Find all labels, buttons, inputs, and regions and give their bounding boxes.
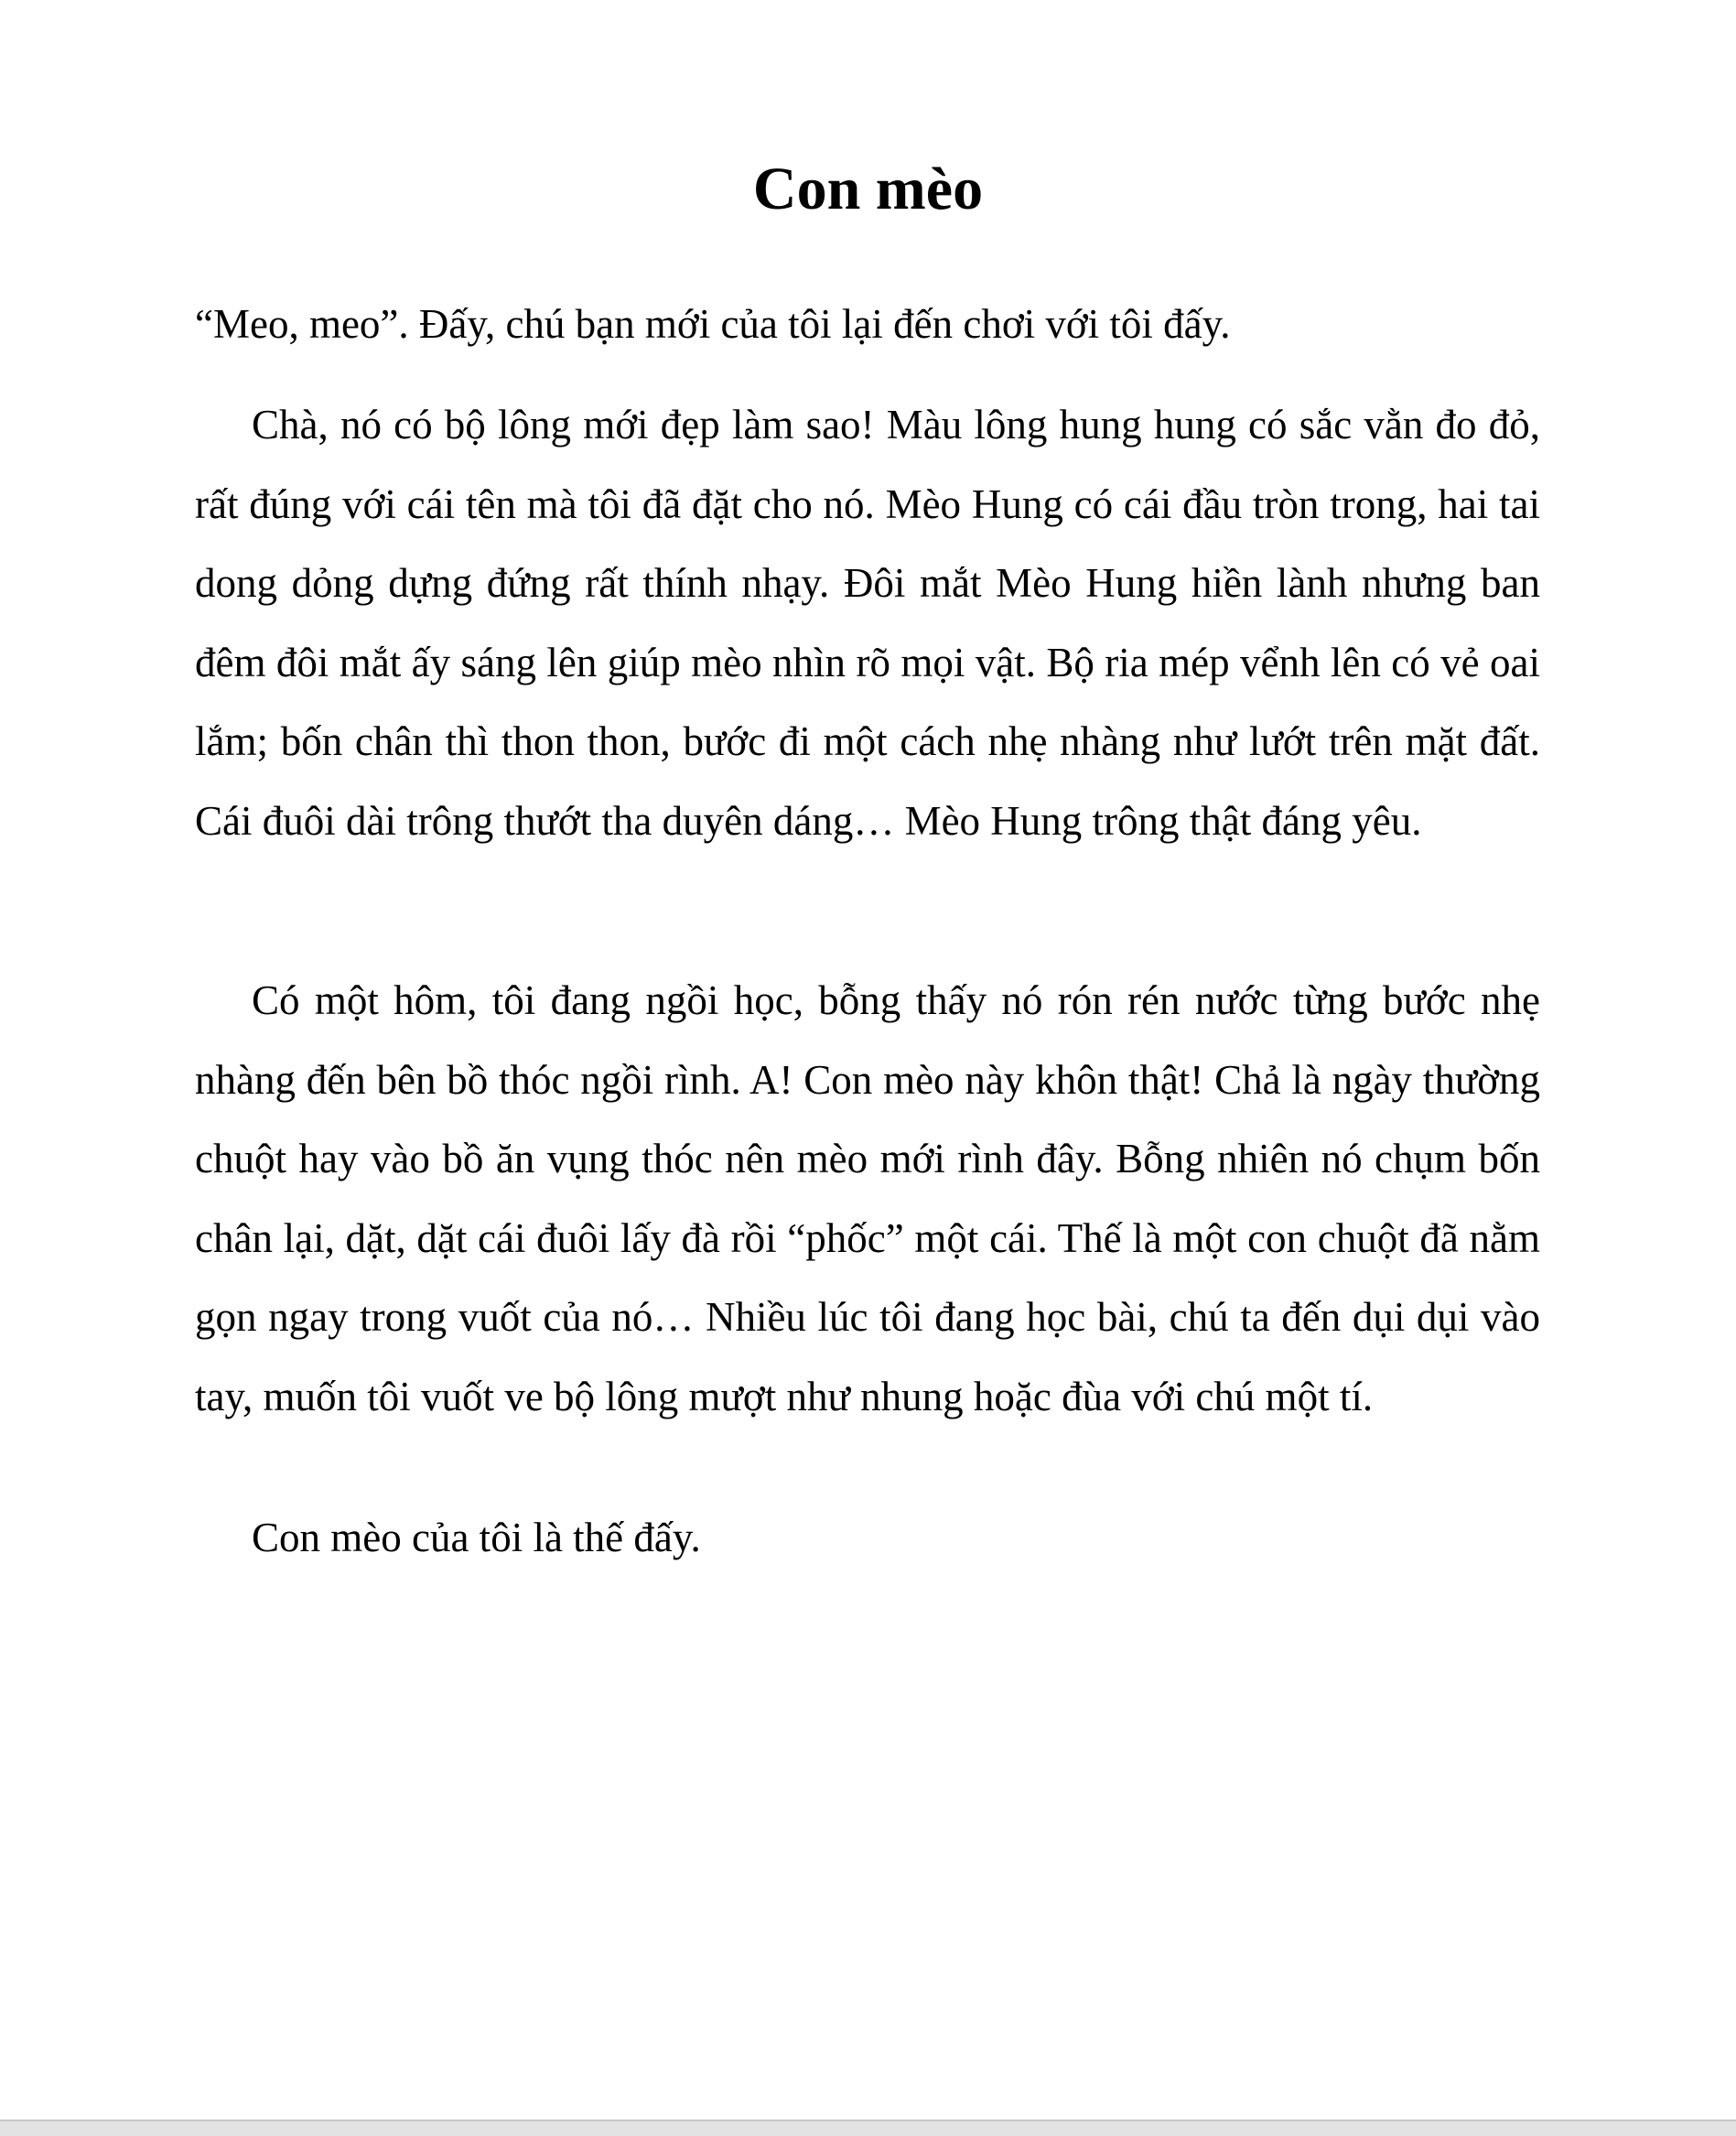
paragraph-description: Chà, nó có bộ lông mới đẹp làm sao! Màu lông hung hung có sắc vằn đo đỏ, rất đúng với cái tên mà tôi đã đặt cho nó. Mèo Hung có cái đầu tròn trong, hai tai dong dỏng dựng đứng rất thính nhạy. Đôi mắt Mèo Hung hiền lành nhưng ban đêm đôi mắt ấy sáng lên giúp mèo nhìn rõ mọi vật. Bộ ria mép vểnh lên có vẻ oai lắm; bốn chân thì thon thon, bước đi một cách nhẹ nhàng như lướt trên mặt đất. Cái đuôi dài trông thướt tha duyên dáng… Mèo Hung trông thật đáng yêu. <box>195 402 1540 844</box>
page-bottom-edge <box>0 2120 1736 2136</box>
document-title: Con mèo <box>752 156 984 222</box>
paragraph-closing: Con mèo của tôi là thế đấy. <box>252 1515 701 1560</box>
paragraph-hunting: Có một hôm, tôi đang ngồi học, bỗng thấy nó rón rén nước từng bước nhẹ nhàng đến bên bồ thóc ngồi rình. A! Con mèo này khôn thật! Chả là ngày thường chuột hay vào bồ ăn vụng thóc nên mèo mới rình đây. Bỗng nhiên nó chụm bốn chân lại, dặt, dặt cái đuôi lấy đà rồi “phốc” một cái. Thế là một con chuột đã nằm gọn ngay trong vuốt của nó… Nhiều lúc tôi đang học bài, chú ta đến dụi dụi vào tay, muốn tôi vuốt ve bộ lông mượt như nhung hoặc đùa với chú một tí. <box>195 977 1540 1419</box>
paragraph-opening: “Meo, meo”. Đấy, chú bạn mới của tôi lại đến chơi với tôi đấy. <box>195 301 1231 347</box>
